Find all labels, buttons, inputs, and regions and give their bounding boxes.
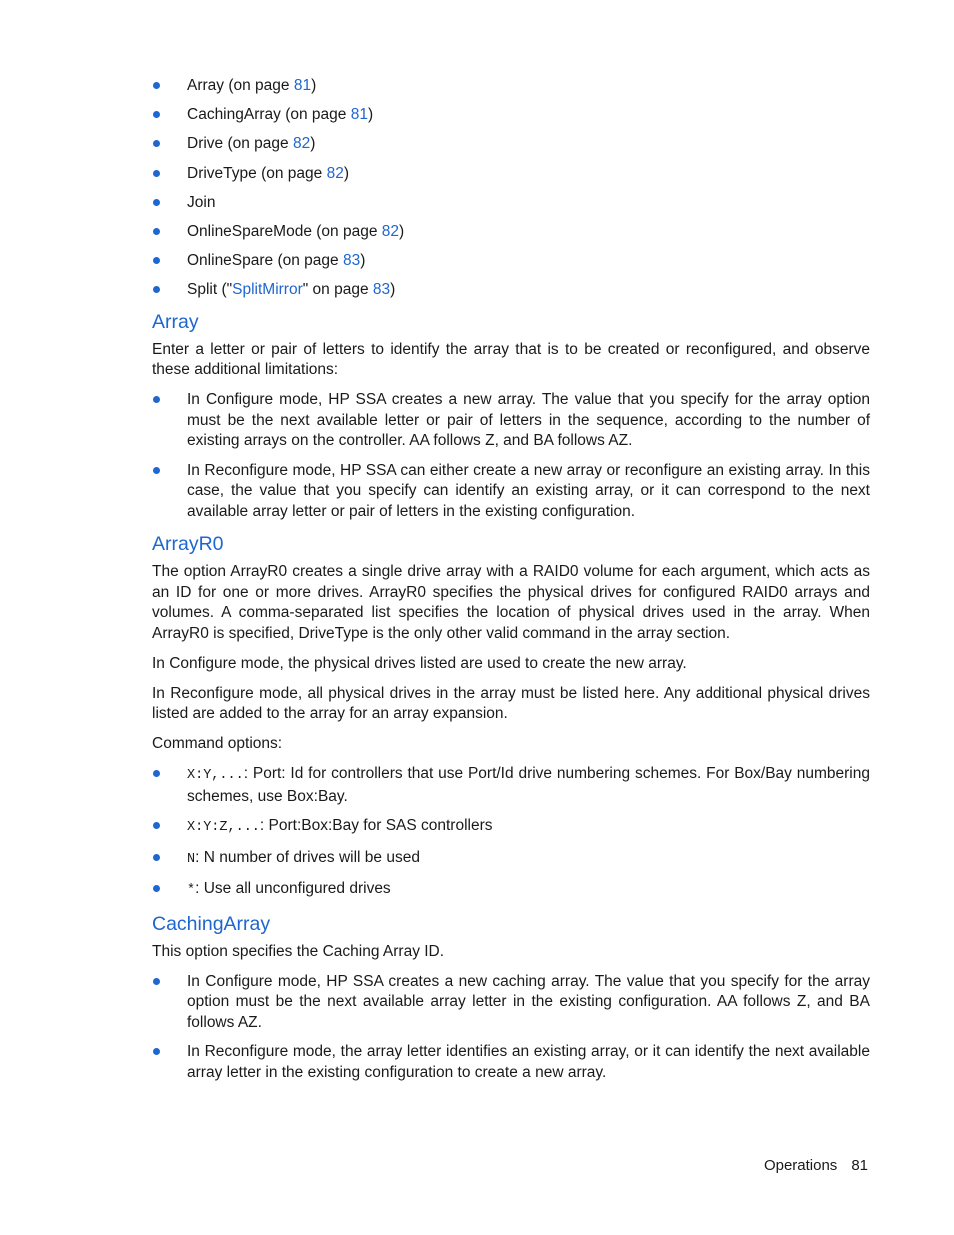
toc-item-split: Split ("SplitMirror" on page 83) [152, 280, 870, 300]
list-item: X:Y:Z,...: Port:Box:Bay for SAS controllers [152, 816, 870, 839]
page-footer [764, 1157, 868, 1174]
list-item: X:Y,...: Port: Id for controllers that use Port/Id drive numbering schemes. For Box/Bay numbering schemes, use Box:Bay. [152, 764, 870, 807]
option-code: N [187, 851, 196, 867]
toc-item-onlinespare: OnlineSpare (on page 83) [152, 251, 870, 271]
page-number: 81 [851, 1157, 868, 1174]
command-options-label: Command options: [152, 735, 283, 752]
list-item: In Reconfigure mode, the array letter identifies an existing array, or it can identify the next available array letter in the existing configuration to create a new array. [152, 1042, 870, 1083]
section-heading-cachingarray: CachingArray [152, 912, 271, 935]
array-bullets [152, 390, 870, 522]
splitmirror-link[interactable]: SplitMirror [232, 281, 303, 299]
page-link[interactable]: 82 [292, 135, 311, 153]
toc-item-join: Join [152, 193, 870, 213]
page-link[interactable]: 82 [326, 164, 344, 182]
list-item: N: N number of drives will be used [152, 848, 870, 871]
page-link[interactable]: 83 [342, 252, 361, 270]
page-link[interactable]: 81 [293, 77, 312, 94]
footer-section: Operations [763, 1157, 838, 1174]
list-item: In Configure mode, HP SSA creates a new caching array. The value that you specify for the array option must be the next available array letter in the existing configuration. AA follows Z, and BA follows AZ. [152, 972, 870, 1034]
arrayr0-description: The option ArrayR0 creates a single drive array with a RAID0 volume for each argument, which acts as an ID for one or more drives. ArrayR0 specifies the physical drives for configured RAID0 arrays and volumes. A comma-separated list specifies the location of physical drives used in the array. When ArrayR0 is specified, DriveType is the only other valid command in the array section. [152, 563, 870, 642]
cachingarray-bullets [152, 972, 870, 1084]
toc-item-drive: Drive (on page 82) [152, 134, 870, 154]
array-intro: Enter a letter or pair of letters to identify the array that is to be created or reconfigured, and observe these additional limitations: [152, 340, 870, 378]
command-options-list [152, 764, 870, 902]
page-link[interactable]: 83 [372, 281, 391, 299]
page-link[interactable]: 81 [350, 106, 368, 124]
toc-item-onlinesparemode: OnlineSpareMode (on page 82) [152, 222, 870, 242]
arrayr0-reconfigure-note: In Reconfigure mode, all physical drives in the array must be listed here. Any additional physical drives listed are added to the array for an array expansion. [152, 684, 870, 722]
page-body [152, 76, 870, 1093]
list-item: In Configure mode, HP SSA creates a new array. The value that you specify for the array option must be the next available letter or pair of letters in the sequence, according to the number of existing arrays on the controller. AA follows Z, and BA follows AZ. [152, 390, 870, 452]
list-item: In Reconfigure mode, HP SSA can either create a new array or reconfigure an existing array. In this case, the value that you specify can identify an existing array, or it can correspond to the next available array letter or pair of letters in the existing configuration. [152, 461, 870, 523]
section-heading-arrayr0: ArrayR0 [152, 533, 224, 555]
arrayr0-configure-note: In Configure mode, the physical drives listed are used to create the new array. [152, 654, 687, 672]
section-heading-array: Array [152, 310, 199, 333]
toc-list [152, 76, 870, 300]
option-code: X:Y:Z,... [187, 820, 260, 835]
option-code: X:Y,... [187, 768, 244, 783]
option-code: * [187, 883, 196, 898]
toc-item-drivetype: DriveType (on page 82) [152, 164, 870, 184]
toc-item-cachingarray: CachingArray (on page 81) [152, 105, 870, 125]
toc-item-array: Array (on page 81) [152, 76, 870, 96]
page-link[interactable]: 82 [381, 222, 399, 240]
cachingarray-intro: This option specifies the Caching Array ID. [152, 942, 445, 960]
list-item: *: Use all unconfigured drives [152, 879, 870, 902]
